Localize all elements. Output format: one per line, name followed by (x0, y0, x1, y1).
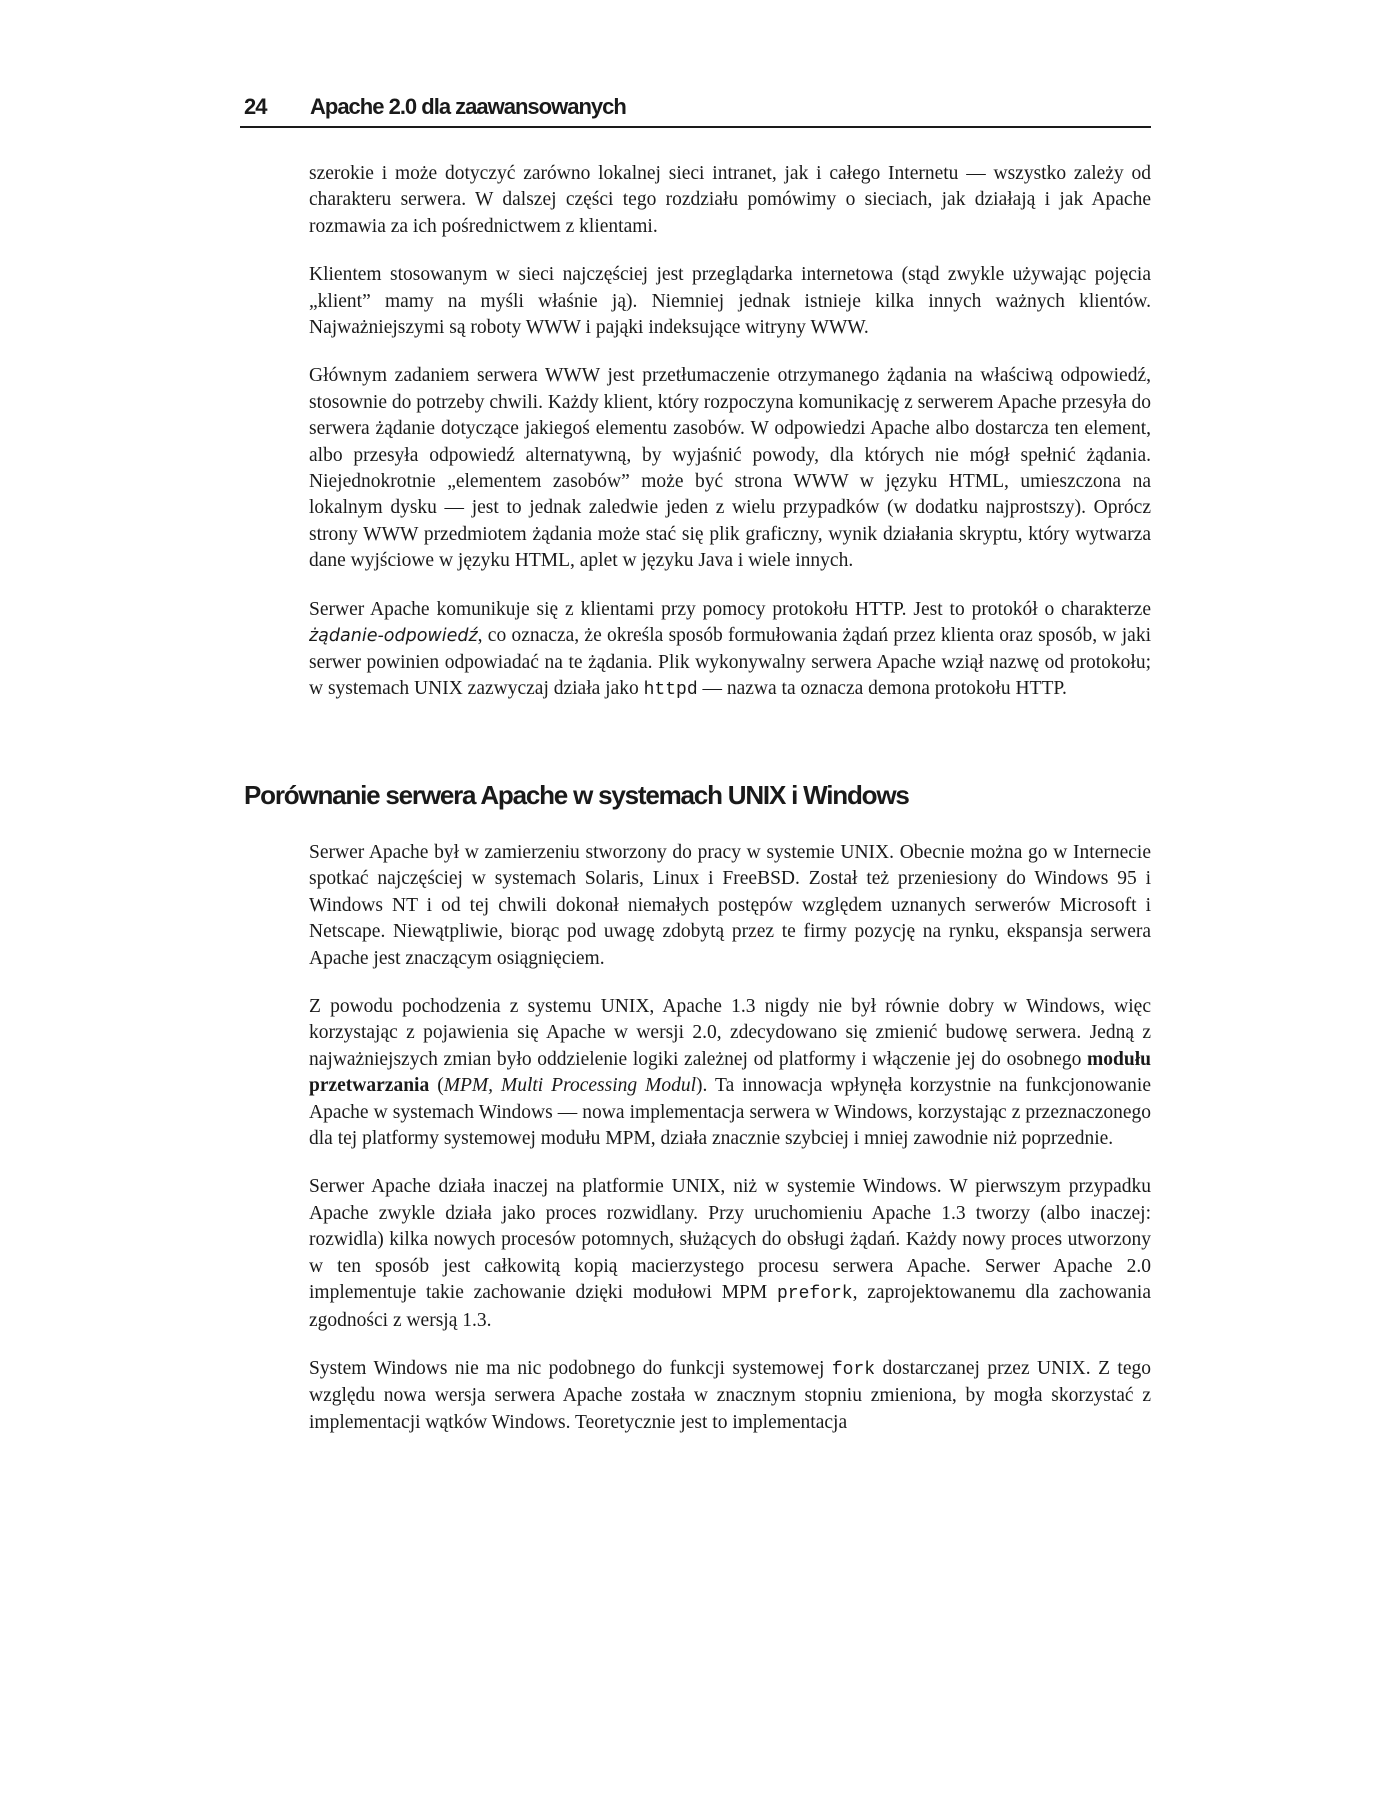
paragraph-unix-origin: Serwer Apache był w zamierzeniu stworzony do pracy w systemie UNIX. Obecnie można go w Internecie spotkać najczęściej w systemach Solaris, Linux i FreeBSD. Został też przeniesiony do Windows 95 i Windows NT i od tej chwili dokonał niemałych postępów względem uznanych serwerów Microsoft i Netscape. Niewątpliwie, biorąc pod uwagę zdobytą przez te firmy pozycję na rynku, ekspansja serwera Apache jest znaczącym osiągnięciem. (309, 842, 1151, 969)
text-run: Serwer Apache komunikuje się z klientami przy pomocy protokołu HTTP. Jest to protokół o charakterze (309, 598, 1151, 620)
text-run: — nazwa ta oznacza demona protokołu HTTP. (697, 677, 1067, 699)
paragraph-server-role: Głównym zadaniem serwera WWW jest przetłumaczenie otrzymanego żądania na właściwą odpowiedź, stosownie do potrzeby chwili. Każdy klient, który rozpoczyna komunikację z serwerem Apache przesyła do serwera żądanie dotyczące jakiegoś elementu zasobów. W odpowiedzi Apache albo dostarcza ten element, albo przesyła odpowiedź alternatywną, by wyjaśnić powody, dla których nie mógł spełnić żądania. Niejednokrotnie „elementem zasobów” może być strona WWW w języku HTML, umieszczona na lokalnym dysku — jest to jednak zaledwie jeden z wielu przypadków (w dodatku najprostszy). Oprócz strony WWW przedmiotem żądania może stać się plik graficzny, wynik działania skryptu, który wytwarza dane wyjściowe w języku HTML, aplet w języku Java i wiele innych. (309, 365, 1152, 572)
text-run: dostarczanej przez UNIX. Z tego względu nowa wersja serwera Apache została w znacznym stopniu zmieniona, by mogła skorzystać z implementacji wątków Windows. Teoretycznie jest to implementacja (309, 1357, 1151, 1433)
paragraph-networks: szerokie i może dotyczyć zarówno lokalnej sieci intranet, jak i całego Internetu — wszystko zależy od charakteru serwera. W dalszej części tego rozdziału pomówimy o sieciach, jak działają i jak Apache rozmawia za ich pośrednictwem z klientami. (309, 163, 1151, 237)
code-httpd: httpd (643, 679, 698, 700)
text-run: , co oznacza, że określa sposób formułowania żądań przez klienta oraz sposób, w jaki serwer powinien odpowiadać na te żądania. Plik wykonywalny serwera Apache wziął nazwę od protokołu; w systemach UNIX zazwyczaj działa jako (309, 625, 1151, 699)
text-run: ). Ta innowacja wpłynęła korzystnie na funkcjonowanie Apache w systemach Windows — nowa implementacja serwera w Windows, korzystając z przeznaczonego dla tej platformy systemowej modułu MPM, działa znacznie szybciej i mniej zawodnie niż poprzednie. (309, 1075, 1151, 1150)
paragraph-http-protocol (309, 597, 1151, 704)
term-request-response: żądanie-odpowiedź (309, 626, 478, 647)
italic-term-mpm: MPM, Multi Processing Modul (443, 1075, 697, 1097)
paragraph-mpm (309, 994, 1151, 1152)
text-run: Serwer Apache działa inaczej na platformie UNIX, niż w systemie Windows. W pierwszym przypadku Apache zwykle działa jako proces rozwidlany. Przy uruchomieniu Apache 1.3 tworzy (albo inaczej: rozwidla) kilka nowych procesów potomnych, służących do obsługi żądań. Każdy nowy proces utworzony w ten sposób jest całkowitą kopią macierzystego procesu serwera Apache. Serwer Apache 2.0 implementuje takie zachowanie dzięki modułowi MPM (309, 1176, 1151, 1304)
running-header (240, 92, 1151, 128)
text-run: ( (429, 1075, 444, 1097)
bold-term-mpm: modułu przetwarzania (309, 1048, 1151, 1097)
code-fork: fork (831, 1359, 876, 1380)
paragraph-prefork (309, 1174, 1151, 1333)
book-title: Apache 2.0 dla zaawansowanych (310, 94, 626, 119)
code-prefork: prefork (777, 1284, 853, 1305)
page-number: 24 (244, 94, 267, 119)
text-run: Z powodu pochodzenia z systemu UNIX, Apache 1.3 nigdy nie był równie dobry w Windows, więc korzystając z pojawienia się Apache w wersji 2.0, zdecydowano się zmienić budowę serwera. Jedną z najważniejszych zmian było oddzielenie logiki zależnej od platformy i włączenie jej do osobnego (309, 996, 1151, 1070)
text-run: System Windows nie ma nic podobnego do funkcji systemowej (309, 1357, 832, 1379)
text-block-comparison (309, 840, 1151, 1458)
text-run: , zaprojektowanemu dla zachowania zgodności z wersją 1.3. (309, 1282, 1151, 1331)
section-heading: Porównanie serwera Apache w systemach UNIX i Windows (244, 780, 909, 810)
paragraph-clients: Klientem stosowanym w sieci najczęściej jest przeglądarka internetowa (stąd zwykle używając pojęcia „klient” mamy na myśli właśnie ją). Niemniej jednak istnieje kilka innych ważnych klientów. Najważniejszymi są roboty WWW i pająki indeksujące witryny WWW. (309, 264, 1151, 339)
text-block-intro (309, 161, 1151, 725)
paragraph-windows-threads (309, 1356, 1151, 1436)
